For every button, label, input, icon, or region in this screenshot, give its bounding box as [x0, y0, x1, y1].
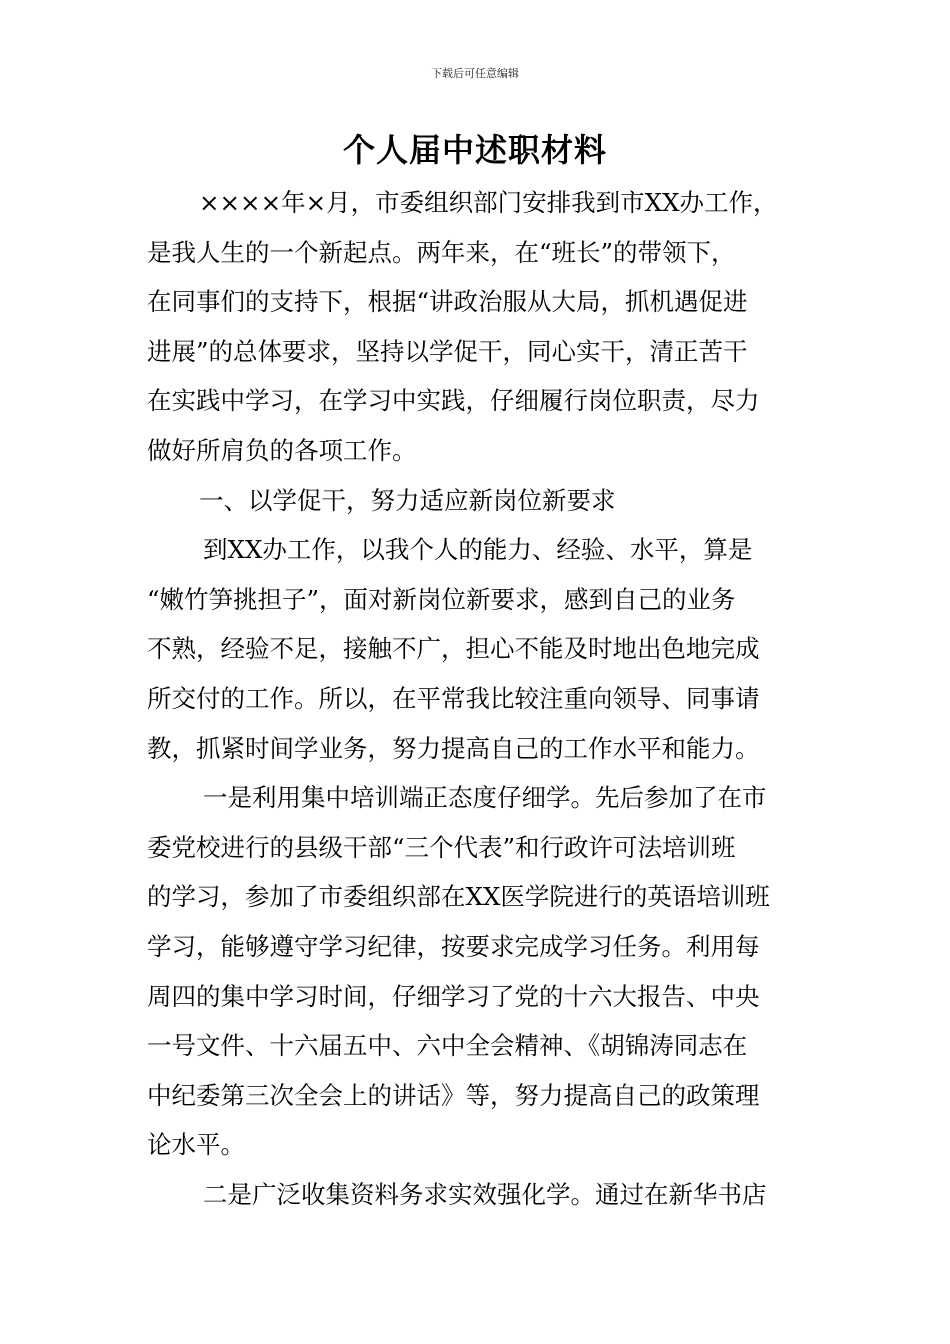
document-body: [147, 178, 809, 1219]
paragraph-line: 二是广泛收集资料务求实效强化学。通过在新华书店: [203, 1179, 767, 1209]
paragraph-line: 一号文件、十六届五中、六中全会精神、《胡锦涛同志在: [147, 1031, 748, 1061]
paragraph-line: 到XX办工作，以我个人的能力、经验、水平，算是: [203, 535, 753, 565]
paragraph-line: 在实践中学习，在学习中实践，仔细履行岗位职责，尽力: [147, 386, 760, 416]
paragraph-line: 是我人生的一个新起点。两年来，在“班长”的带领下，: [147, 237, 736, 267]
paragraph-line: 一是利用集中培训端正态度仔细学。先后参加了在市: [203, 783, 767, 813]
paragraph-line: 进展”的总体要求，坚持以学促干，同心实干，清正苦干: [147, 336, 748, 366]
section-heading: 一、以学促干，努力适应新岗位新要求: [199, 485, 616, 515]
paragraph-line: “嫩竹笋挑担子”，面对新岗位新要求，感到自己的业务: [147, 584, 736, 614]
paragraph-line: 委党校进行的县级干部“三个代表”和行政许可法培训班: [147, 832, 736, 862]
paragraph-line: 所交付的工作。所以，在平常我比较注重向领导、同事请: [147, 683, 760, 713]
paragraph-line: 中纪委第三次全会上的讲话》等，努力提高自己的政策理: [147, 1080, 760, 1110]
paragraph-line: ××××年×月，市委组织部门安排我到市XX办工作，: [199, 188, 778, 217]
paragraph-line: 论水平。: [147, 1130, 245, 1160]
document-title: 个人届中述职材料: [342, 131, 607, 169]
paragraph-line: 的学习，参加了市委组织部在XX医学院进行的英语培训班: [147, 882, 770, 912]
paragraph-line: 学习，能够遵守学习纪律，按要求完成学习任务。利用每: [147, 931, 760, 961]
paragraph-line: 周四的集中学习时间，仔细学习了党的十六大报告、中央: [147, 981, 760, 1011]
paragraph-line: 在同事们的支持下，根据“讲政治服从大局，抓机遇促进: [147, 287, 748, 317]
paragraph-line: 教，抓紧时间学业务，努力提高自己的工作水平和能力。: [147, 733, 760, 763]
page-header: 下载后可任意编辑: [431, 67, 519, 80]
paragraph-line: 不熟，经验不足，接触不广，担心不能及时地出色地完成: [147, 634, 760, 664]
paragraph-line: 做好所肩负的各项工作。: [147, 435, 417, 465]
